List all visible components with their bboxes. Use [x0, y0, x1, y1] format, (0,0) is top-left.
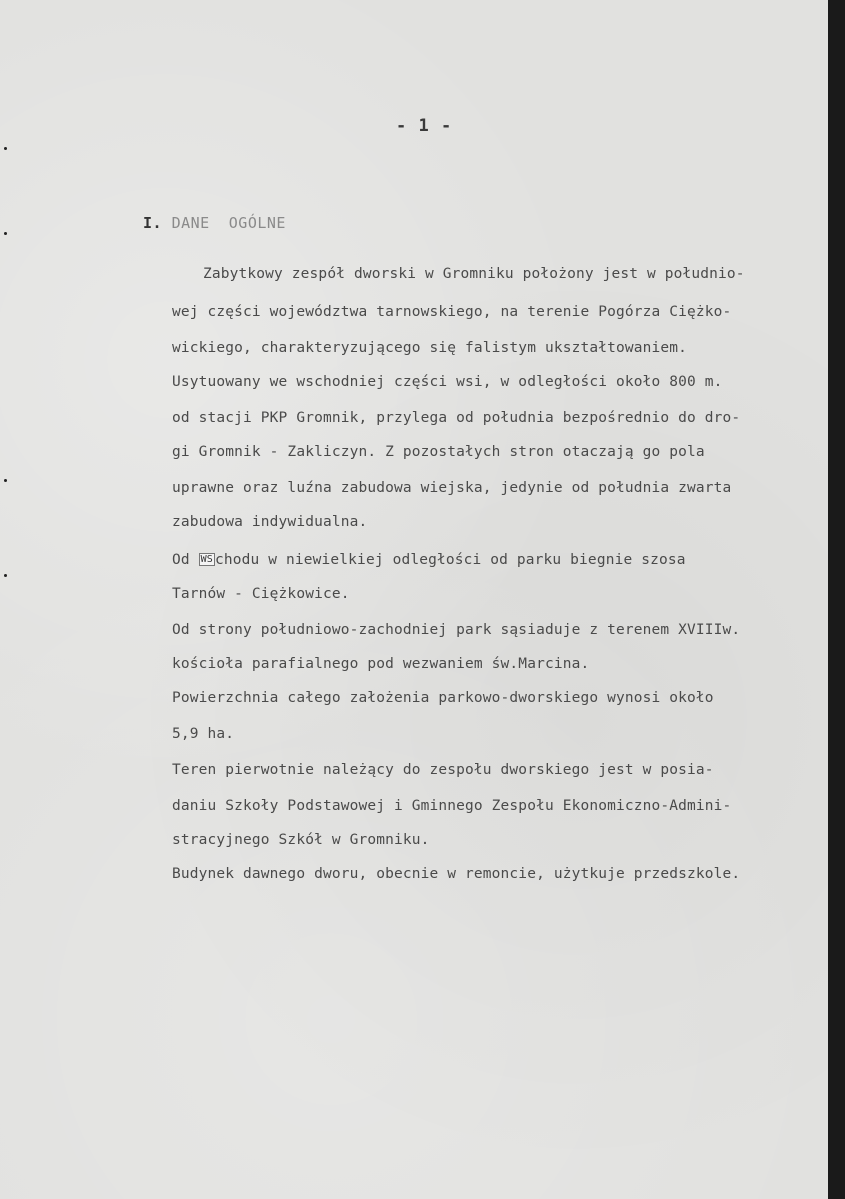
text-line: daniu Szkoły Podstawowej i Gminnego Zespołu Ekonomiczno-Admini- [172, 798, 732, 814]
text-line: Zabytkowy zespół dworski w Gromniku położony jest w południo- [203, 266, 745, 282]
text-line: zabudowa indywidualna. [172, 514, 368, 530]
text-line: 5,9 ha. [172, 726, 235, 742]
section-number: I. [143, 214, 163, 232]
text-line: wej części województwa tarnowskiego, na terenie Pogórza Ciężko- [172, 304, 732, 320]
edge-mark [4, 232, 7, 235]
text-line: Usytuowany we wschodniej części wsi, w odległości około 800 m. [172, 374, 723, 390]
page-number: - 1 - [396, 116, 453, 136]
section-heading [143, 214, 286, 232]
section-title: DANE OGÓLNE [171, 214, 286, 232]
text-line: Teren pierwotnie należący do zespołu dworskiego jest w posia- [172, 762, 714, 778]
text-line: Budynek dawnego dworu, obecnie w remoncie, użytkuje przedszkole. [172, 866, 741, 882]
text-line: uprawne oraz luźna zabudowa wiejska, jedynie od południa zwarta [172, 480, 732, 496]
text-line: stracyjnego Szkół w Gromniku. [172, 832, 430, 848]
edge-mark [4, 479, 7, 482]
correction-stamp: WS [200, 554, 213, 565]
text-line: od stacji PKP Gromnik, przylega od południa bezpośrednio do dro- [172, 410, 741, 426]
text-line [172, 552, 686, 568]
text-line: wickiego, charakteryzującego się falistym ukształtowaniem. [172, 340, 688, 356]
edge-mark [4, 574, 7, 577]
text-line: Powierzchnia całego założenia parkowo-dworskiego wynosi około [172, 690, 714, 706]
edge-mark [4, 147, 7, 150]
text-line: Od strony południowo-zachodniej park sąsiaduje z terenem XVIIIw. [172, 622, 741, 638]
text-line: Tarnów - Ciężkowice. [172, 586, 350, 602]
text-line: gi Gromnik - Zakliczyn. Z pozostałych stron otaczają go pola [172, 444, 705, 460]
text-fragment: Od [172, 552, 199, 568]
text-line: kościoła parafialnego pod wezwaniem św.Marcina. [172, 656, 590, 672]
text-fragment: chodu w niewielkiej odległości od parku biegnie szosa [214, 552, 686, 568]
